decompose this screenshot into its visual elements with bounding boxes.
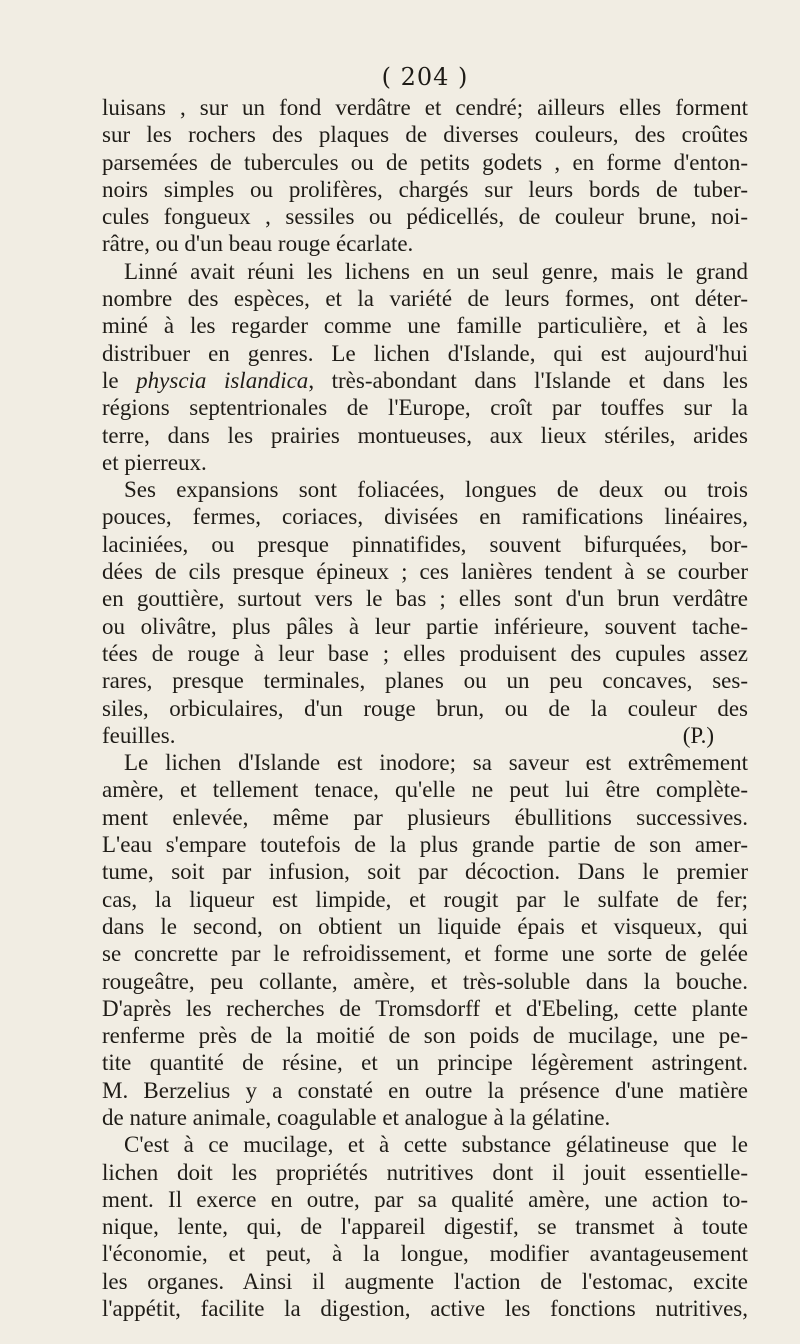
latin-name: physcia islandica	[136, 367, 309, 393]
page-number: ( 204 )	[381, 63, 469, 91]
text-run: le	[102, 367, 137, 393]
text-run: feuilles.	[102, 722, 176, 748]
text-line: sur les rochers des plaques de diverses couleurs, des croûtes	[102, 122, 748, 148]
text-run: , très-abondant dans l'Islande et dans les	[308, 367, 748, 393]
text-line: M. Berzelius y a constaté en outre la présence d'une matière	[102, 1077, 748, 1103]
text-line: ment. Il exerce en outre, par sa qualité amère, une action to-	[102, 1186, 748, 1212]
text-line	[102, 722, 748, 749]
text-line: les organes. Ainsi il augmente l'action de l'estomac, excite	[102, 1268, 748, 1294]
body-text	[102, 94, 748, 1322]
text-line: râtre, ou d'un beau rouge écarlate.	[102, 231, 414, 257]
text-line: luisans , sur un fond verdâtre et cendré; ailleurs elles forment	[102, 95, 748, 120]
text-line: renferme près de la moitié de son poids de mucilage, une pe-	[102, 1023, 748, 1049]
text-line: tées de rouge à leur base ; elles produisent des cupules assez	[102, 640, 748, 666]
text-line: pouces, fermes, coriaces, divisées en ramifications linéaires,	[102, 504, 748, 530]
author-initial: (P.)	[682, 722, 714, 748]
text-line: D'après les recherches de Tromsdorff et d'Ebeling, cette plante	[102, 995, 748, 1021]
text-line: lichen doit les propriétés nutritives dont il jouit essentielle-	[102, 1159, 748, 1185]
text-line: en gouttière, surtout vers le bas ; elles sont d'un brun verdâtre	[102, 586, 748, 612]
text-line: tite quantité de résine, et un principe légèrement astringent.	[102, 1050, 748, 1076]
text-line	[102, 367, 748, 394]
text-line: se concrette par le refroidissement, et forme une sorte de gelée	[102, 941, 748, 967]
text-line: tume, soit par infusion, soit par décoction. Dans le premier	[102, 859, 748, 885]
text-line: l'appétit, facilite la digestion, active les fonctions nutritives,	[102, 1296, 748, 1322]
text-line: cules fongueux , sessiles ou pédicellés, de couleur brune, noi-	[102, 204, 748, 230]
text-line: ou olivâtre, plus pâles à leur partie inférieure, souvent tache-	[102, 613, 748, 639]
text-line: Le lichen d'Islande est inodore; sa saveur est extrêmement	[124, 750, 748, 776]
text-line: terre, dans les prairies montueuses, aux lieux stériles, arides	[102, 422, 748, 448]
text-line: parsemées de tubercules ou de petits godets , en forme d'enton-	[102, 149, 748, 175]
text-line: siles, orbiculaires, d'un rouge brun, ou de la couleur des	[102, 695, 748, 721]
text-line: C'est à ce mucilage, et à cette substance gélatineuse que le	[124, 1132, 748, 1158]
text-line: Linné avait réuni les lichens en un seul genre, mais le grand	[124, 258, 748, 284]
text-line: noirs simples ou prolifères, chargés sur leurs bords de tuber-	[102, 176, 748, 202]
text-line: nombre des espèces, et la variété de leurs formes, ont déter-	[102, 286, 748, 312]
text-line: et pierreux.	[102, 449, 207, 475]
text-line: de nature animale, coagulable et analogue à la gélatine.	[102, 1104, 611, 1130]
text-line: l'économie, et peut, à la longue, modifier avantageusement	[102, 1241, 748, 1267]
text-line: ment enlevée, même par plusieurs ébullitions successives.	[102, 804, 748, 830]
text-line: régions septentrionales de l'Europe, croît par touffes sur la	[102, 395, 748, 421]
text-line: rougeâtre, peu collante, amère, et très-soluble dans la bouche.	[102, 968, 748, 994]
text-line: L'eau s'empare toutefois de la plus grande partie de son amer-	[102, 832, 748, 858]
text-line: Ses expansions sont foliacées, longues de deux ou trois	[124, 477, 748, 503]
text-line: cas, la liqueur est limpide, et rougit par le sulfate de fer;	[102, 886, 748, 912]
text-line: amère, et tellement tenace, qu'elle ne peut lui être complète-	[102, 777, 748, 803]
text-line: dées de cils presque épineux ; ces lanières tendent à se courber	[102, 559, 748, 585]
text-line: rares, presque terminales, planes ou un peu concaves, ses-	[102, 668, 748, 694]
text-line: laciniées, ou presque pinnatifides, souvent bifurquées, bor-	[102, 531, 748, 557]
text-line: nique, lente, qui, de l'appareil digestif, se transmet à toute	[102, 1214, 748, 1240]
text-line: dans le second, on obtient un liquide épais et visqueux, qui	[102, 913, 748, 939]
text-line: miné à les regarder comme une famille particulière, et à les	[102, 313, 748, 339]
text-line: distribuer en genres. Le lichen d'Islande, qui est aujourd'hui	[102, 340, 748, 366]
